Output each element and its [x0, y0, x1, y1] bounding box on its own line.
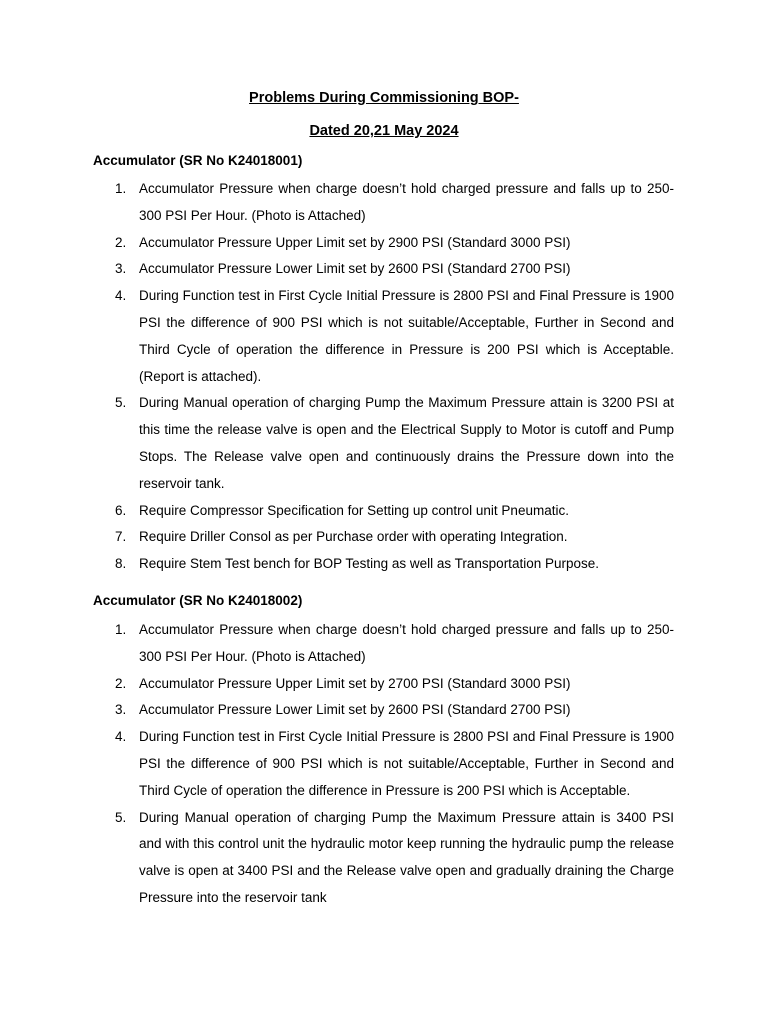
list-item-text: During Manual operation of charging Pump the Maximum Pressure attain is 3200 PSI at this time the release valve is open and the Electrical Supply to Motor is cutoff and Pump Stops. The Release valve open and continuously drains the Pressure down into the reservoir tank.	[139, 395, 674, 491]
list-item-text: During Function test in First Cycle Initial Pressure is 2800 PSI and Final Pressure is 1900 PSI the difference of 900 PSI which is not suitable/Acceptable, Further in Second and Third Cycle of operation the difference in Pressure is 200 PSI which is Acceptable. (Report is attached).	[139, 288, 674, 384]
list-item-number: 4.	[115, 288, 127, 304]
list-item-number: 5.	[115, 395, 127, 411]
list-item-number: 3.	[115, 261, 127, 277]
list-item-number: 4.	[115, 729, 127, 745]
list-item	[0, 617, 768, 671]
list-item-number: 8.	[115, 556, 127, 572]
list-item-number: 2.	[115, 675, 127, 691]
problem-list-k24018001	[0, 176, 768, 578]
list-item-number: 3.	[115, 702, 127, 718]
list-item	[0, 671, 768, 698]
section-heading-k24018002: Accumulator (SR No K24018002)	[93, 593, 303, 608]
list-item	[0, 390, 768, 497]
list-item-text: Accumulator Pressure when charge doesn’t hold charged pressure and falls up to 250-300 PSI Per Hour. (Photo is Attached)	[139, 181, 674, 223]
document-title: Problems During Commissioning BOP-	[249, 90, 519, 106]
list-item-number: 1.	[115, 181, 127, 196]
list-item	[0, 498, 768, 525]
list-item-text: Require Stem Test bench for BOP Testing as well as Transportation Purpose.	[139, 556, 599, 572]
list-item	[0, 230, 768, 257]
list-item-text: Require Compressor Specification for Setting up control unit Pneumatic.	[139, 502, 569, 518]
list-item-text: Accumulator Pressure Upper Limit set by 2900 PSI (Standard 3000 PSI)	[139, 234, 571, 250]
list-item-text: Accumulator Pressure Upper Limit set by 2700 PSI (Standard 3000 PSI)	[139, 675, 571, 691]
list-item-text: Accumulator Pressure when charge doesn’t hold charged pressure and falls up to 250-300 PSI Per Hour. (Photo is Attached)	[139, 622, 674, 664]
list-item-text: During Manual operation of charging Pump the Maximum Pressure attain is 3400 PSI and with this control unit the hydraulic motor keep running the hydraulic pump the release valve is open at 3400 PSI and the Release valve open and gradually draining the Charge Pressure into the reservoir tank	[139, 809, 674, 905]
list-item	[0, 805, 768, 912]
list-item	[0, 551, 768, 578]
list-item	[0, 724, 768, 804]
list-item-number: 7.	[115, 529, 127, 545]
list-item	[0, 176, 768, 230]
section-heading-k24018001: Accumulator (SR No K24018001)	[93, 153, 303, 168]
list-item-number: 6.	[115, 502, 127, 518]
list-item	[0, 256, 768, 283]
list-item	[0, 697, 768, 724]
list-item-text: During Function test in First Cycle Initial Pressure is 2800 PSI and Final Pressure is 1900 PSI the difference of 900 PSI which is not suitable/Acceptable, Further in Second and Third Cycle of operation the difference in Pressure is 200 PSI which is Acceptable.	[139, 729, 674, 798]
list-item-number: 2.	[115, 234, 127, 250]
problem-list-k24018002	[0, 617, 768, 912]
list-item-number: 1.	[115, 622, 127, 637]
list-item-text: Require Driller Consol as per Purchase order with operating Integration.	[139, 529, 568, 545]
list-item	[0, 524, 768, 551]
list-item	[0, 283, 768, 390]
list-item-text: Accumulator Pressure Lower Limit set by 2600 PSI (Standard 2700 PSI)	[139, 261, 571, 277]
list-item-number: 5.	[115, 809, 127, 825]
document-date: Dated 20,21 May 2024	[309, 123, 459, 139]
list-item-text: Accumulator Pressure Lower Limit set by 2600 PSI (Standard 2700 PSI)	[139, 702, 571, 718]
